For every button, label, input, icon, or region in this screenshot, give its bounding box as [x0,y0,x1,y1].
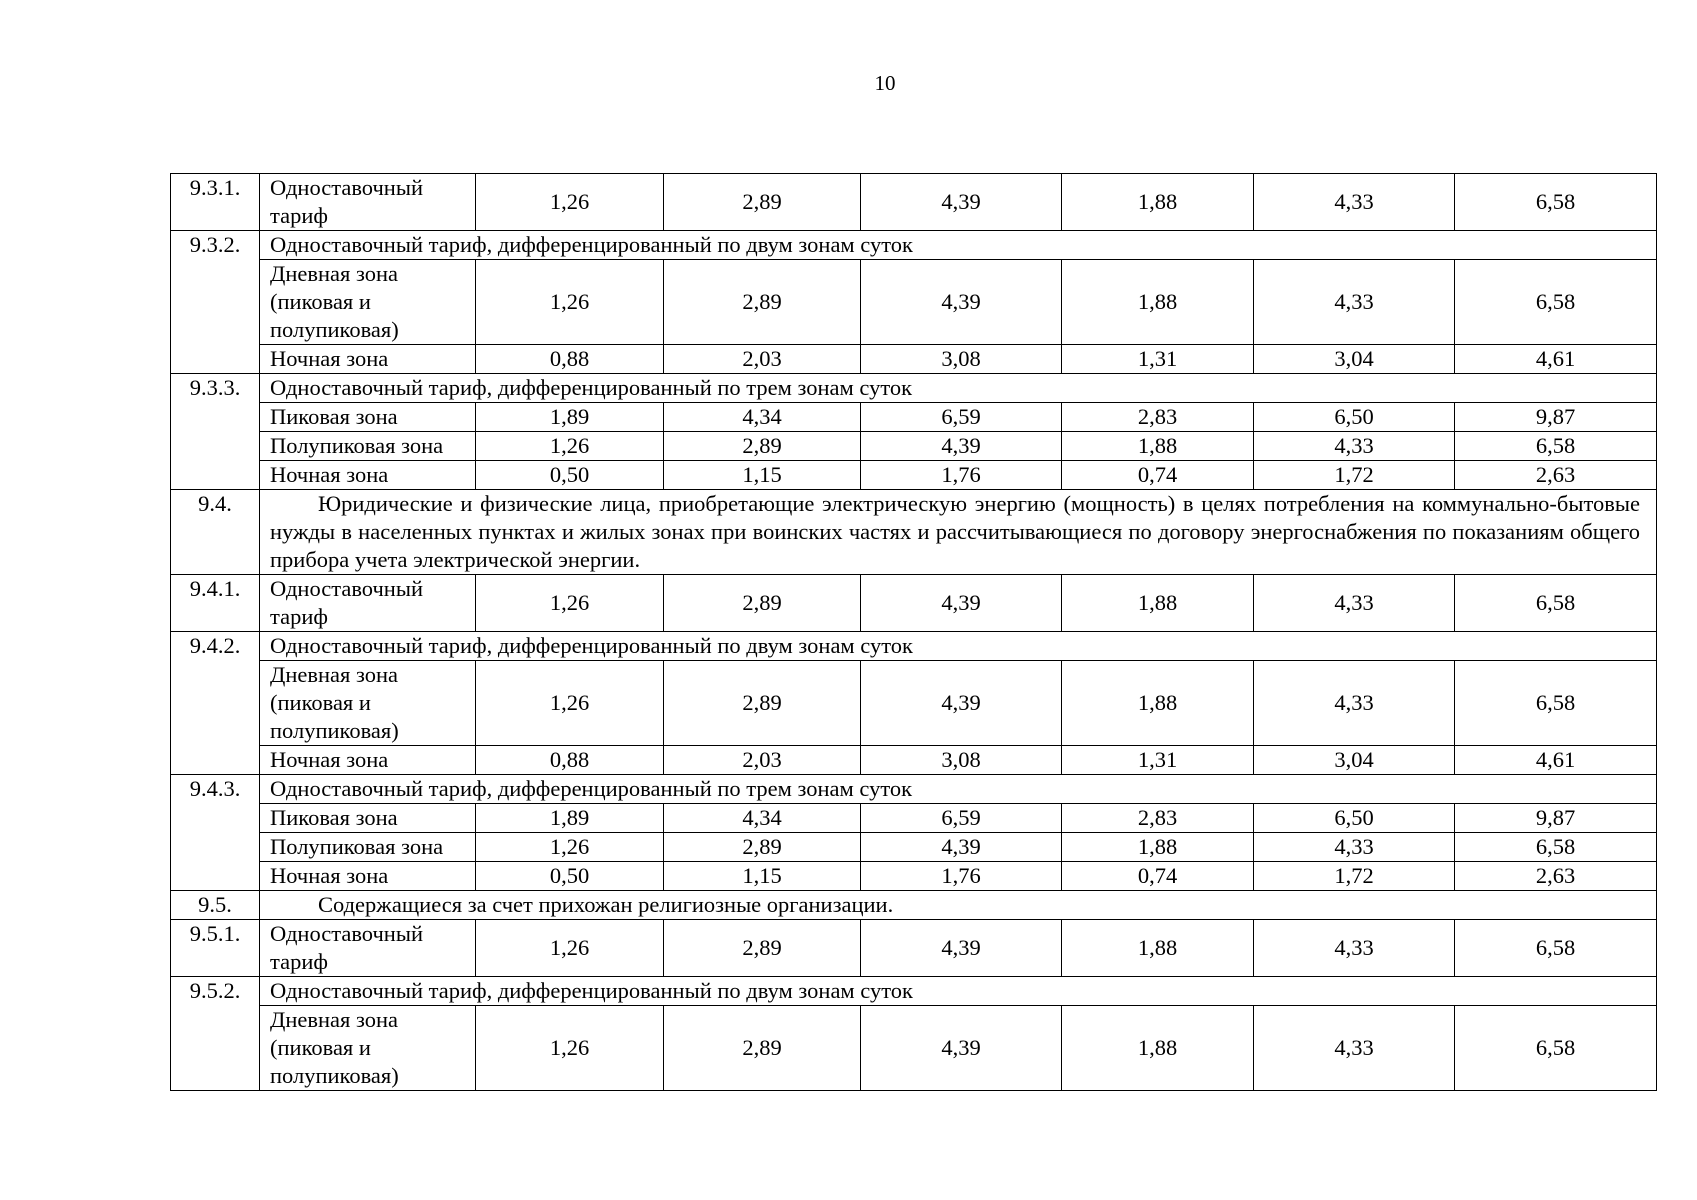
table-row [171,345,1657,374]
tariff-value: 6,58 [1455,920,1657,977]
tariff-label: Ночная зона [260,746,476,775]
tariff-value: 0,50 [476,862,664,891]
tariff-value: 4,39 [861,661,1062,746]
tariff-value: 9,87 [1455,403,1657,432]
row-code: 9.3.2. [171,231,260,374]
table-row [171,775,1657,804]
table-row [171,891,1657,920]
table-row [171,461,1657,490]
tariff-value: 2,89 [664,575,861,632]
tariff-label: Пиковая зона [260,403,476,432]
tariff-value: 4,33 [1254,661,1455,746]
tariff-value: 4,33 [1254,432,1455,461]
row-code: 9.3.1. [171,174,260,231]
tariff-value: 4,39 [861,575,1062,632]
tariff-value: 1,26 [476,260,664,345]
tariff-value: 4,33 [1254,920,1455,977]
tariff-value: 6,50 [1254,804,1455,833]
tariff-value: 6,58 [1455,575,1657,632]
table-row [171,490,1657,575]
tariff-value: 1,88 [1062,174,1254,231]
tariff-value: 1,88 [1062,1006,1254,1091]
tariff-group-heading: Одноставочный тариф, дифференцированный по двум зонам суток [260,231,1657,260]
tariff-value: 2,63 [1455,461,1657,490]
row-code: 9.5.2. [171,977,260,1091]
tariff-label: Полупиковая зона [260,432,476,461]
section-text: Содержащиеся за счет прихожан религиозные организации. [318,892,894,917]
tariff-value: 3,04 [1254,345,1455,374]
row-code: 9.4.1. [171,575,260,632]
tariff-label: Ночная зона [260,862,476,891]
section-text: Юридические и физические лица, приобретающие электрическую энергию (мощность) в целях потребления на коммунально-бытовые нужды в населенных пунктах и жилых зонах при воинских частях и рассчитывающиеся по договору энергоснабжения по показаниям общего прибора учета электрической энергии. [270,491,1640,572]
tariff-label: Одноставочный тариф [260,575,476,632]
table-row [171,174,1657,231]
tariff-table-body [171,174,1657,1091]
tariff-value: 1,89 [476,804,664,833]
tariff-value: 0,74 [1062,862,1254,891]
tariff-value: 1,88 [1062,575,1254,632]
tariff-value: 2,63 [1455,862,1657,891]
tariff-value: 4,39 [861,432,1062,461]
tariff-value: 4,33 [1254,174,1455,231]
tariff-value: 2,89 [664,661,861,746]
tariff-value: 2,89 [664,174,861,231]
table-row [171,862,1657,891]
tariff-value: 6,58 [1455,661,1657,746]
table-row [171,1006,1657,1091]
table-row [171,661,1657,746]
tariff-value: 1,76 [861,461,1062,490]
tariff-label: Полупиковая зона [260,833,476,862]
tariff-value: 9,87 [1455,804,1657,833]
table-row [171,920,1657,977]
tariff-value: 2,89 [664,1006,861,1091]
tariff-value: 4,33 [1254,575,1455,632]
tariff-value: 4,39 [861,833,1062,862]
tariff-label: Одноставочный тариф [260,920,476,977]
tariff-label: Дневная зона (пиковая и полупиковая) [260,1006,476,1091]
tariff-value: 4,34 [664,403,861,432]
tariff-value: 1,31 [1062,345,1254,374]
tariff-group-heading: Одноставочный тариф, дифференцированный по трем зонам суток [260,775,1657,804]
table-row [171,432,1657,461]
tariff-value: 1,26 [476,661,664,746]
tariff-value: 1,31 [1062,746,1254,775]
tariff-value: 1,88 [1062,432,1254,461]
tariff-value: 1,88 [1062,833,1254,862]
tariff-value: 6,58 [1455,1006,1657,1091]
tariff-value: 1,26 [476,833,664,862]
table-row [171,833,1657,862]
tariff-table [170,173,1657,1091]
tariff-value: 1,26 [476,1006,664,1091]
table-row [171,260,1657,345]
tariff-value: 1,76 [861,862,1062,891]
row-code: 9.5.1. [171,920,260,977]
tariff-value: 2,03 [664,746,861,775]
tariff-value: 2,89 [664,260,861,345]
tariff-value: 0,74 [1062,461,1254,490]
table-row [171,374,1657,403]
tariff-value: 6,59 [861,403,1062,432]
tariff-value: 4,33 [1254,1006,1455,1091]
tariff-value: 1,72 [1254,862,1455,891]
tariff-value: 1,88 [1062,260,1254,345]
table-row [171,231,1657,260]
tariff-value: 6,50 [1254,403,1455,432]
tariff-group-heading: Одноставочный тариф, дифференцированный по двум зонам суток [260,632,1657,661]
tariff-value: 2,83 [1062,403,1254,432]
table-row [171,746,1657,775]
row-code: 9.4.2. [171,632,260,775]
table-row [171,804,1657,833]
section-code: 9.4. [171,490,260,575]
tariff-value: 2,89 [664,432,861,461]
tariff-label: Одноставочный тариф [260,174,476,231]
tariff-value: 0,88 [476,746,664,775]
tariff-value: 3,08 [861,746,1062,775]
tariff-value: 1,26 [476,575,664,632]
tariff-label: Пиковая зона [260,804,476,833]
tariff-label: Ночная зона [260,345,476,374]
tariff-value: 0,50 [476,461,664,490]
section-description [260,490,1657,575]
tariff-value: 1,89 [476,403,664,432]
section-code: 9.5. [171,891,260,920]
tariff-value: 1,15 [664,862,861,891]
tariff-value: 1,26 [476,920,664,977]
section-description [260,891,1657,920]
tariff-group-heading: Одноставочный тариф, дифференцированный по трем зонам суток [260,374,1657,403]
tariff-value: 2,89 [664,920,861,977]
row-code: 9.4.3. [171,775,260,891]
page-number: 10 [874,71,896,95]
tariff-value: 4,33 [1254,260,1455,345]
tariff-value: 2,83 [1062,804,1254,833]
tariff-value: 6,58 [1455,432,1657,461]
tariff-value: 1,26 [476,432,664,461]
tariff-value: 1,72 [1254,461,1455,490]
tariff-value: 4,61 [1455,345,1657,374]
table-row [171,977,1657,1006]
table-row [171,403,1657,432]
table-row [171,575,1657,632]
tariff-value: 4,39 [861,920,1062,977]
tariff-value: 4,33 [1254,833,1455,862]
tariff-value: 4,39 [861,1006,1062,1091]
tariff-value: 2,03 [664,345,861,374]
tariff-value: 6,58 [1455,833,1657,862]
tariff-value: 1,15 [664,461,861,490]
table-row [171,632,1657,661]
tariff-value: 4,61 [1455,746,1657,775]
tariff-label: Дневная зона (пиковая и полупиковая) [260,260,476,345]
tariff-value: 3,08 [861,345,1062,374]
tariff-value: 4,39 [861,174,1062,231]
tariff-value: 6,59 [861,804,1062,833]
tariff-value: 0,88 [476,345,664,374]
tariff-label: Ночная зона [260,461,476,490]
tariff-value: 6,58 [1455,260,1657,345]
tariff-value: 1,26 [476,174,664,231]
tariff-value: 1,88 [1062,920,1254,977]
tariff-value: 4,34 [664,804,861,833]
tariff-value: 4,39 [861,260,1062,345]
tariff-value: 1,88 [1062,661,1254,746]
tariff-value: 6,58 [1455,174,1657,231]
row-code: 9.3.3. [171,374,260,490]
tariff-label: Дневная зона (пиковая и полупиковая) [260,661,476,746]
tariff-group-heading: Одноставочный тариф, дифференцированный по двум зонам суток [260,977,1657,1006]
tariff-value: 3,04 [1254,746,1455,775]
tariff-value: 2,89 [664,833,861,862]
